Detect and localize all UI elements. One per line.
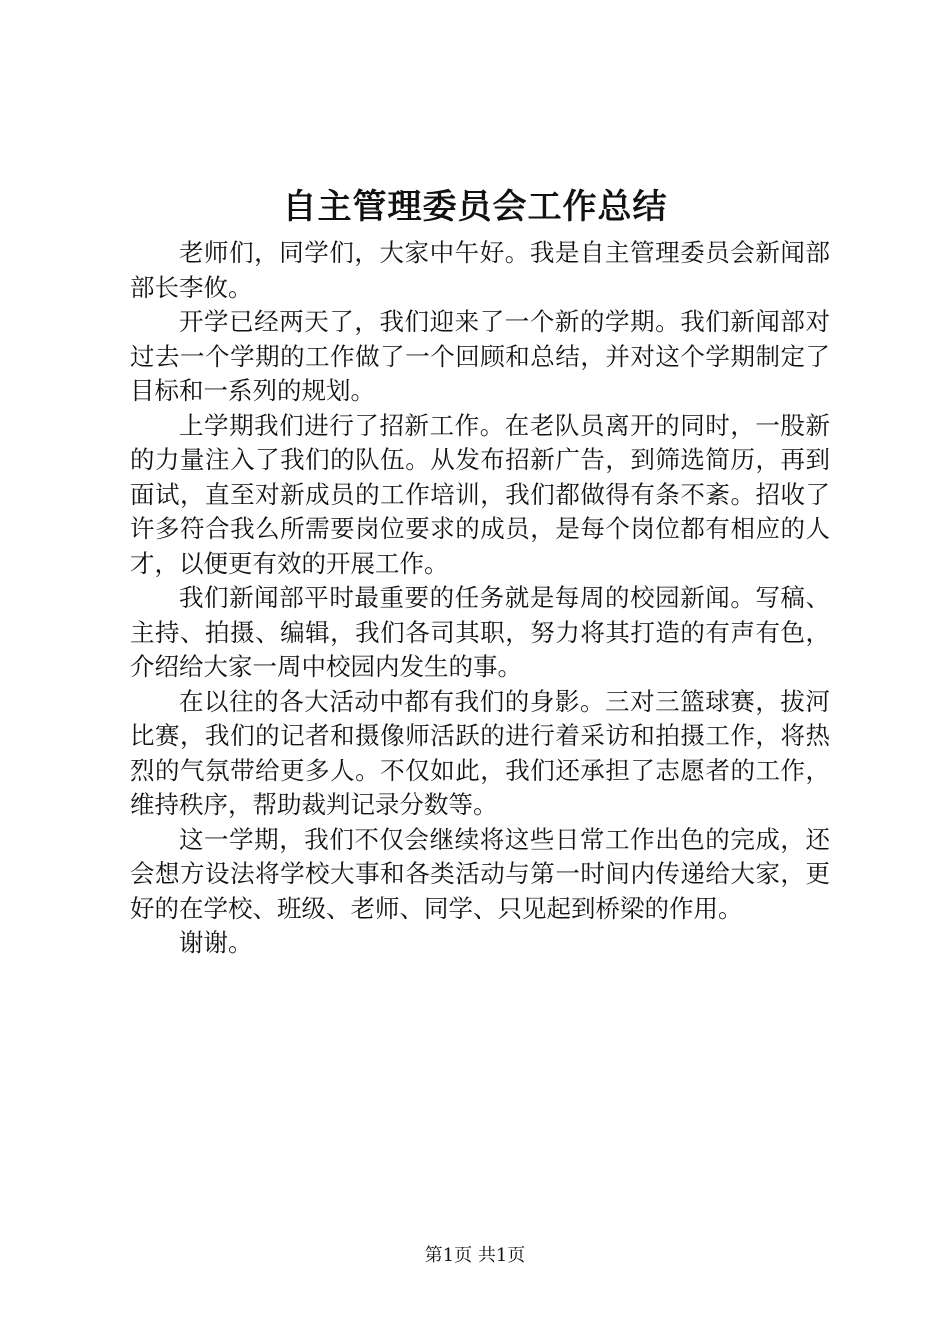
paragraph-recruitment: 上学期我们进行了招新工作。在老队员离开的同时，一股新的力量注入了我们的队伍。从发布招新广告，到筛选简历，再到面试，直至对新成员的工作培训，我们都做得有条不紊。招收了许多符合我么所需要岗位要求的成员，是每个岗位都有相应的人才，以便更有效的开展工作。 — [130, 410, 830, 578]
document-title: 自主管理委员会工作总结 — [282, 187, 668, 227]
document-body — [130, 236, 830, 961]
paragraph-plans: 这一学期，我们不仅会继续将这些日常工作出色的完成，还会想方设法将学校大事和各类活动与第一时间内传递给大家，更好的在学校、班级、老师、同学、只见起到桥梁的作用。 — [130, 824, 830, 923]
paragraph-activities: 在以往的各大活动中都有我们的身影。三对三篮球赛，拔河比赛，我们的记者和摄像师活跃的进行着采访和拍摄工作，将热烈的气氛带给更多人。不仅如此，我们还承担了志愿者的工作，维持秩序，帮助裁判记录分数等。 — [130, 686, 830, 819]
paragraph-new-semester: 开学已经两天了，我们迎来了一个新的学期。我们新闻部对过去一个学期的工作做了一个回顾和总结，并对这个学期制定了目标和一系列的规划。 — [130, 307, 830, 405]
paragraph-thanks: 谢谢。 — [179, 928, 253, 957]
paragraph-greeting: 老师们，同学们，大家中午好。我是自主管理委员会新闻部部长李攸。 — [130, 238, 830, 302]
paragraph-campus-news: 我们新闻部平时最重要的任务就是每周的校园新闻。写稿、主持、拍摄、编辑，我们各司其职，努力将其打造的有声有色，介绍给大家一周中校园内发生的事。 — [130, 583, 830, 681]
page-footer: 第1页 共1页 — [424, 1245, 526, 1266]
